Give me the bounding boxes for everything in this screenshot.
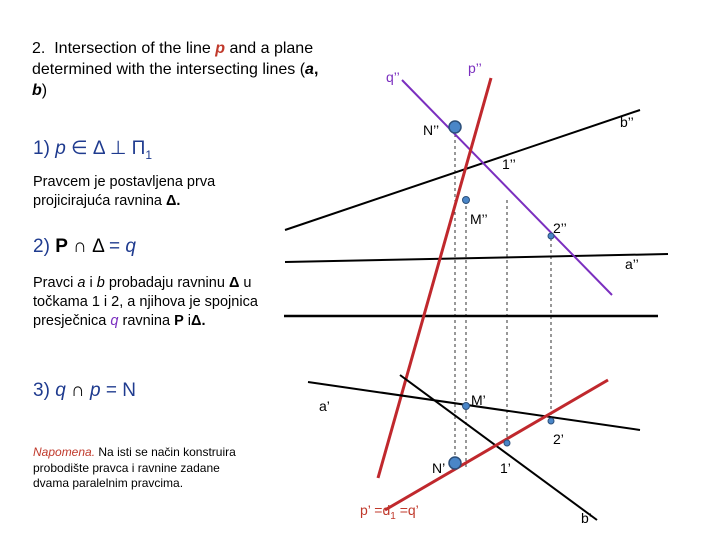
point-2a	[548, 418, 554, 424]
label-M2: M’’	[470, 211, 488, 227]
line-p2	[378, 78, 491, 478]
step-2-heading: 2) P ∩ Δ = q	[33, 236, 136, 257]
label-b1: b’	[581, 510, 592, 526]
label-q2: q’’	[386, 69, 400, 85]
step-1-heading: 1) p ∈ Δ ⊥ $\Pi_1$	[33, 138, 153, 162]
step-3-heading: 3) q ∩ p = N	[33, 380, 136, 401]
step-1-text: Pravcem je postavljena prva projicirajuća ravnina Δ.	[33, 174, 216, 209]
label-2-2: 2’’	[553, 220, 567, 236]
label-b2: b’’	[620, 114, 634, 130]
label-N2: N’’	[423, 122, 440, 138]
label-p1-d1-q1: p’ $=d_1 =q$’	[360, 502, 419, 522]
point-N2	[449, 121, 461, 133]
label-1-2: 1’’	[502, 156, 516, 172]
label-N1: N’	[432, 460, 446, 476]
label-p2: p’’	[468, 60, 482, 76]
point-M2	[463, 197, 470, 204]
step-2-text: Pravci a i b probadaju ravninu Δ u točkama 1 i 2, a njihova je spojnica presječnica q ravnina P iΔ.	[33, 275, 258, 329]
label-a2: a’’	[625, 256, 639, 272]
line-pq1	[385, 380, 608, 510]
label-M1: M’	[471, 392, 486, 408]
line-b2	[285, 110, 640, 230]
line-b1	[400, 375, 597, 520]
label-a1: a’	[319, 398, 330, 414]
label-2-1: 2’	[553, 431, 564, 447]
note-text: Napomena. Na isti se način konstruira probodište pravca i ravnine zadane dvama paralelnim pravcima.	[33, 445, 236, 490]
diagram-title: 2. Intersection of the line p and a plane determined with the intersecting lines (a, b)	[32, 40, 319, 99]
point-N1	[449, 457, 461, 469]
line-a2	[285, 254, 668, 262]
label-1-1: 1’	[500, 460, 511, 476]
title-p: p	[215, 40, 226, 57]
point-M1	[463, 403, 470, 410]
point-1a	[504, 440, 510, 446]
